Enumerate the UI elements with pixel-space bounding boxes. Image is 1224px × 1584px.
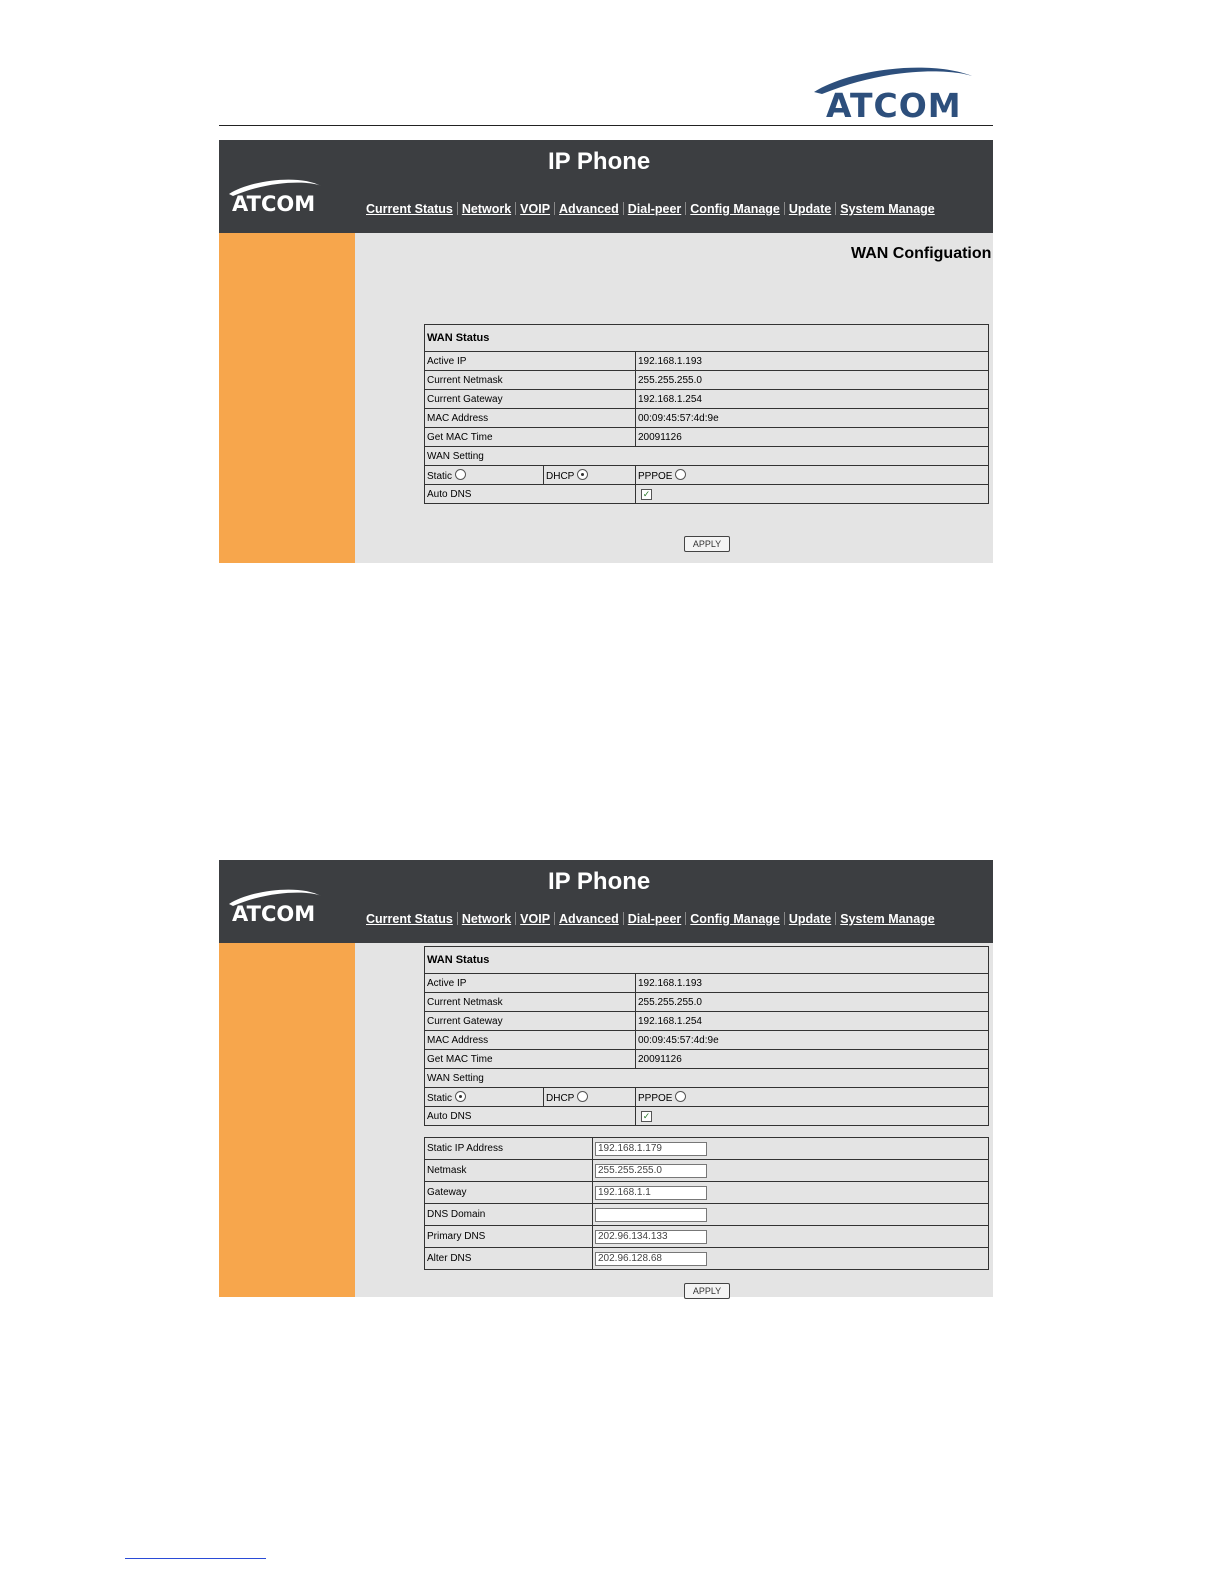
nav-voip[interactable]: VOIP bbox=[520, 202, 551, 216]
auto-dns-row bbox=[425, 485, 989, 504]
nav-current-status[interactable]: Current Status bbox=[366, 202, 453, 216]
row-label: Get MAC Time bbox=[425, 1050, 636, 1069]
app-title: IP Phone bbox=[548, 148, 651, 175]
table-row bbox=[425, 390, 989, 409]
nav-separator bbox=[457, 912, 458, 925]
dhcp-label: DHCP bbox=[546, 470, 575, 482]
logo-text: ATCOM bbox=[232, 902, 316, 926]
nav-separator bbox=[515, 912, 516, 925]
static-radio[interactable] bbox=[455, 1091, 466, 1102]
nav-update[interactable]: Update bbox=[788, 912, 832, 926]
static-label: Static bbox=[427, 470, 453, 482]
atcom-logo bbox=[225, 886, 325, 926]
mode-row bbox=[425, 1088, 989, 1107]
nav-advanced[interactable]: Advanced bbox=[559, 202, 619, 216]
nav-separator bbox=[835, 912, 836, 925]
row-value: 20091126 bbox=[636, 1050, 989, 1069]
table-row bbox=[425, 428, 989, 447]
static-radio[interactable] bbox=[455, 469, 466, 480]
row-label: Active IP bbox=[425, 352, 636, 371]
static-ip-input[interactable] bbox=[595, 1142, 707, 1156]
page-title: WAN Configuation bbox=[851, 245, 992, 262]
row-value: 192.168.1.193 bbox=[636, 974, 989, 993]
row-label: Current Netmask bbox=[425, 993, 636, 1012]
table-row bbox=[425, 352, 989, 371]
apply-button[interactable]: APPLY bbox=[684, 536, 730, 552]
netmask-input[interactable] bbox=[595, 1164, 707, 1178]
nav-separator bbox=[784, 202, 785, 215]
dhcp-label: DHCP bbox=[546, 1092, 575, 1104]
pppoe-option bbox=[636, 466, 989, 485]
dhcp-radio[interactable] bbox=[577, 469, 588, 480]
static-settings-table bbox=[424, 1137, 989, 1270]
nav-voip[interactable]: VOIP bbox=[520, 912, 551, 926]
row-label: Active IP bbox=[425, 974, 636, 993]
row-value: 192.168.1.193 bbox=[636, 352, 989, 371]
nav-network[interactable]: Network bbox=[461, 912, 512, 926]
pppoe-label: PPPOE bbox=[638, 470, 673, 482]
table-title: WAN Status bbox=[425, 325, 989, 352]
row-value: 192.168.1.254 bbox=[636, 390, 989, 409]
nav-network[interactable]: Network bbox=[461, 202, 512, 216]
row-label: MAC Address bbox=[425, 409, 636, 428]
form-row bbox=[425, 1204, 989, 1226]
dns-domain-input[interactable] bbox=[595, 1208, 707, 1222]
gateway-input[interactable] bbox=[595, 1186, 707, 1200]
auto-dns-checkbox[interactable]: ✓ bbox=[642, 1111, 651, 1121]
nav-update[interactable]: Update bbox=[788, 202, 832, 216]
auto-dns-checkbox[interactable]: ✓ bbox=[642, 489, 651, 499]
nav-dial-peer[interactable]: Dial-peer bbox=[627, 912, 682, 926]
form-row bbox=[425, 1248, 989, 1270]
table-row bbox=[425, 409, 989, 428]
main-nav bbox=[366, 912, 935, 926]
nav-separator bbox=[623, 202, 624, 215]
row-value: 255.255.255.0 bbox=[636, 371, 989, 390]
dhcp-option bbox=[544, 466, 636, 485]
logo-text: ATCOM bbox=[826, 86, 962, 125]
mode-row bbox=[425, 466, 989, 485]
form-row bbox=[425, 1160, 989, 1182]
auto-dns-row bbox=[425, 1107, 989, 1126]
app-title: IP Phone bbox=[548, 868, 651, 895]
table-row bbox=[425, 993, 989, 1012]
atcom-page-logo bbox=[812, 62, 982, 126]
main-nav bbox=[366, 202, 935, 216]
alter-dns-input[interactable] bbox=[595, 1252, 707, 1266]
auto-dns-label: Auto DNS bbox=[425, 485, 636, 504]
table-title: WAN Status bbox=[425, 947, 989, 974]
static-option bbox=[425, 1088, 544, 1107]
nav-separator bbox=[554, 912, 555, 925]
dhcp-radio[interactable] bbox=[577, 1091, 588, 1102]
row-label: Current Gateway bbox=[425, 390, 636, 409]
nav-separator bbox=[685, 202, 686, 215]
sidebar bbox=[219, 943, 355, 1297]
nav-separator bbox=[554, 202, 555, 215]
top-bar bbox=[219, 140, 993, 233]
table-row bbox=[425, 1031, 989, 1050]
static-option bbox=[425, 466, 544, 485]
table-row bbox=[425, 1012, 989, 1031]
row-label: Current Netmask bbox=[425, 371, 636, 390]
screenshot-wan-static bbox=[219, 860, 993, 1297]
nav-separator bbox=[623, 912, 624, 925]
header-divider bbox=[219, 125, 993, 126]
footer-link-underline bbox=[125, 1558, 266, 1559]
field-label: Gateway bbox=[425, 1182, 593, 1204]
sidebar bbox=[219, 233, 355, 563]
field-label: Static IP Address bbox=[425, 1138, 593, 1160]
nav-separator bbox=[457, 202, 458, 215]
atcom-logo bbox=[225, 176, 325, 216]
table-row bbox=[425, 974, 989, 993]
nav-separator bbox=[515, 202, 516, 215]
field-label: DNS Domain bbox=[425, 1204, 593, 1226]
form-row bbox=[425, 1138, 989, 1160]
wan-setting-label: WAN Setting bbox=[425, 1069, 989, 1088]
dhcp-option bbox=[544, 1088, 636, 1107]
nav-advanced[interactable]: Advanced bbox=[559, 912, 619, 926]
pppoe-radio[interactable] bbox=[675, 1091, 686, 1102]
row-value: 00:09:45:57:4d:9e bbox=[636, 1031, 989, 1050]
nav-separator bbox=[685, 912, 686, 925]
row-value: 192.168.1.254 bbox=[636, 1012, 989, 1031]
table-row bbox=[425, 1050, 989, 1069]
screenshot-wan-dhcp bbox=[219, 140, 993, 563]
auto-dns-label: Auto DNS bbox=[425, 1107, 636, 1126]
nav-config-manage[interactable]: Config Manage bbox=[690, 202, 780, 216]
wan-status-table bbox=[424, 324, 989, 504]
field-label: Primary DNS bbox=[425, 1226, 593, 1248]
row-label: Current Gateway bbox=[425, 1012, 636, 1031]
row-label: MAC Address bbox=[425, 1031, 636, 1050]
wan-setting-label: WAN Setting bbox=[425, 447, 989, 466]
nav-system-manage[interactable]: System Manage bbox=[840, 202, 935, 216]
field-label: Netmask bbox=[425, 1160, 593, 1182]
static-label: Static bbox=[427, 1092, 453, 1104]
apply-button[interactable]: APPLY bbox=[684, 1283, 730, 1299]
row-value: 255.255.255.0 bbox=[636, 993, 989, 1012]
form-row bbox=[425, 1182, 989, 1204]
wan-status-table bbox=[424, 946, 989, 1126]
pppoe-option bbox=[636, 1088, 989, 1107]
row-value: 20091126 bbox=[636, 428, 989, 447]
nav-system-manage[interactable]: System Manage bbox=[840, 912, 935, 926]
pppoe-radio[interactable] bbox=[675, 469, 686, 480]
form-row bbox=[425, 1226, 989, 1248]
table-row bbox=[425, 371, 989, 390]
pppoe-label: PPPOE bbox=[638, 1092, 673, 1104]
row-value: 00:09:45:57:4d:9e bbox=[636, 409, 989, 428]
nav-current-status[interactable]: Current Status bbox=[366, 912, 453, 926]
nav-separator bbox=[784, 912, 785, 925]
top-bar bbox=[219, 860, 993, 943]
nav-separator bbox=[835, 202, 836, 215]
field-label: Alter DNS bbox=[425, 1248, 593, 1270]
nav-config-manage[interactable]: Config Manage bbox=[690, 912, 780, 926]
logo-text: ATCOM bbox=[232, 192, 316, 216]
primary-dns-input[interactable] bbox=[595, 1230, 707, 1244]
nav-dial-peer[interactable]: Dial-peer bbox=[627, 202, 682, 216]
row-label: Get MAC Time bbox=[425, 428, 636, 447]
